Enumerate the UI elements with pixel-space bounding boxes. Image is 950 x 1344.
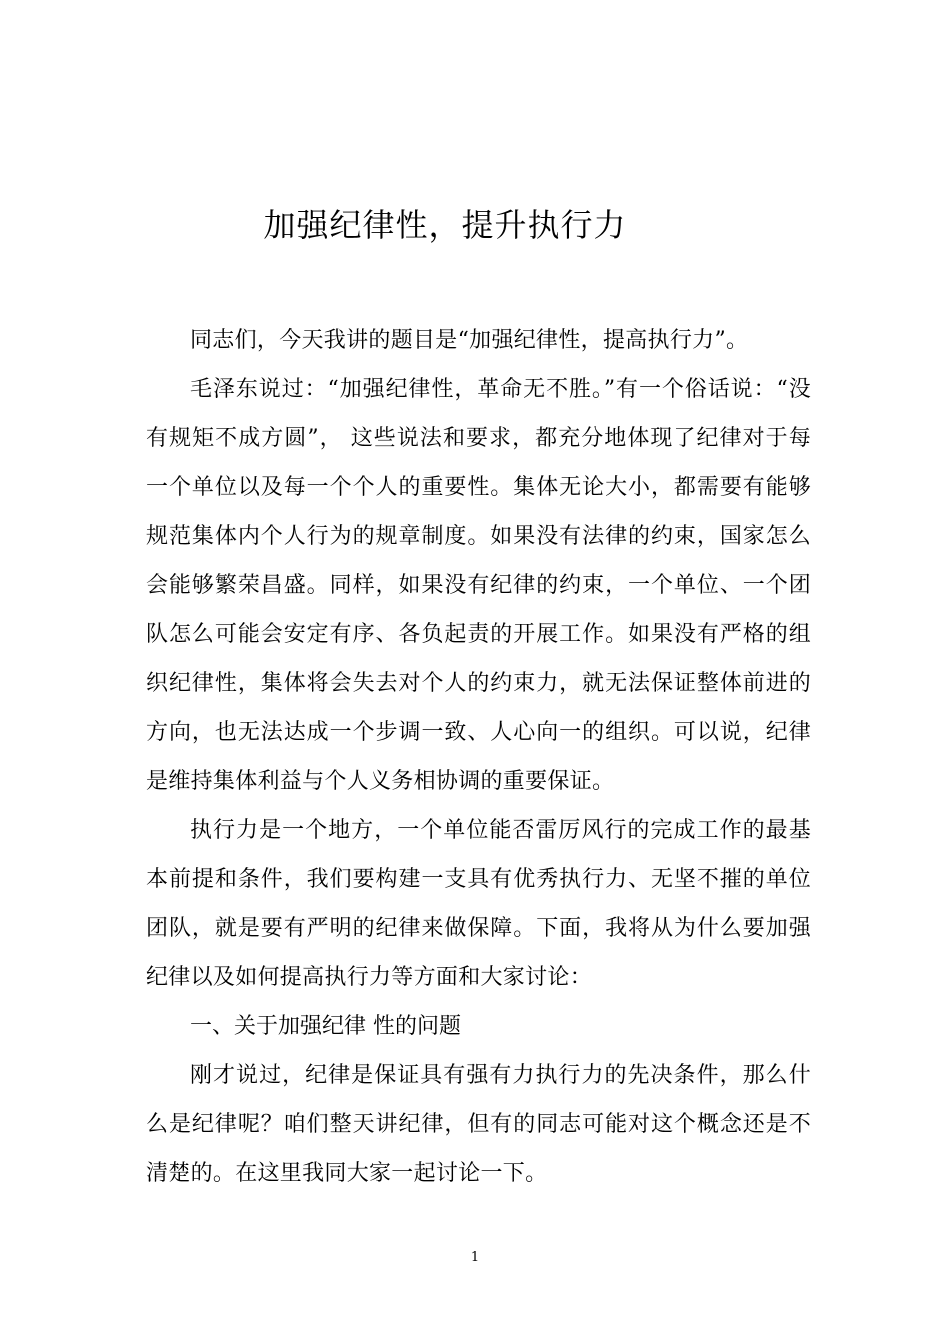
document-title: 加强纪律性，提升执行力: [263, 206, 627, 244]
paragraph-execution: 执行力是一个地方，一个单位能否雷厉风行的完成工作的最基本前提和条件，我们要构建一支具有优秀执行力、无坚不摧的单位团队，就是要有严明的纪律来做保障。下面，我将从为什么要加强纪律以及如何提高执行力等方面和大家讨论：: [146, 818, 811, 990]
document-body: [146, 316, 811, 1198]
paragraph-discipline: 毛泽东说过：“加强纪律性，革命无不胜。”有一个俗话说：“没有规矩不成方圆”， 这些说法和要求，都充分地体现了纪律对于每一个单位以及每一个个人的重要性。集体无论大小，都需要有能够规范集体内个人行为的规章制度。如果没有法律的约束，国家怎么会能够繁荣昌盛。同样，如果没有纪律的约束，一个单位、一个团队怎么可能会安定有序、各负起责的开展工作。如果没有严格的组织纪律性，集体将会失去对个人的约束力，就无法保证整体前进的方向，也无法达成一个步调一致、人心向一的组织。可以说，纪律是维持集体利益与个人义务相协调的重要保证。: [146, 377, 811, 794]
page-number: 1: [470, 1250, 480, 1265]
paragraph-section-one: 刚才说过，纪律是保证具有强有力执行力的先决条件，那么什么是纪律呢？咱们整天讲纪律，但有的同志可能对这个概念还是不清楚的。在这里我同大家一起讨论一下。: [146, 1063, 811, 1186]
section-heading: 一、关于加强纪律 性的问题: [190, 1014, 461, 1039]
paragraph-intro: 同志们，今天我讲的题目是“加强纪律性，提高执行力”。: [190, 328, 749, 353]
